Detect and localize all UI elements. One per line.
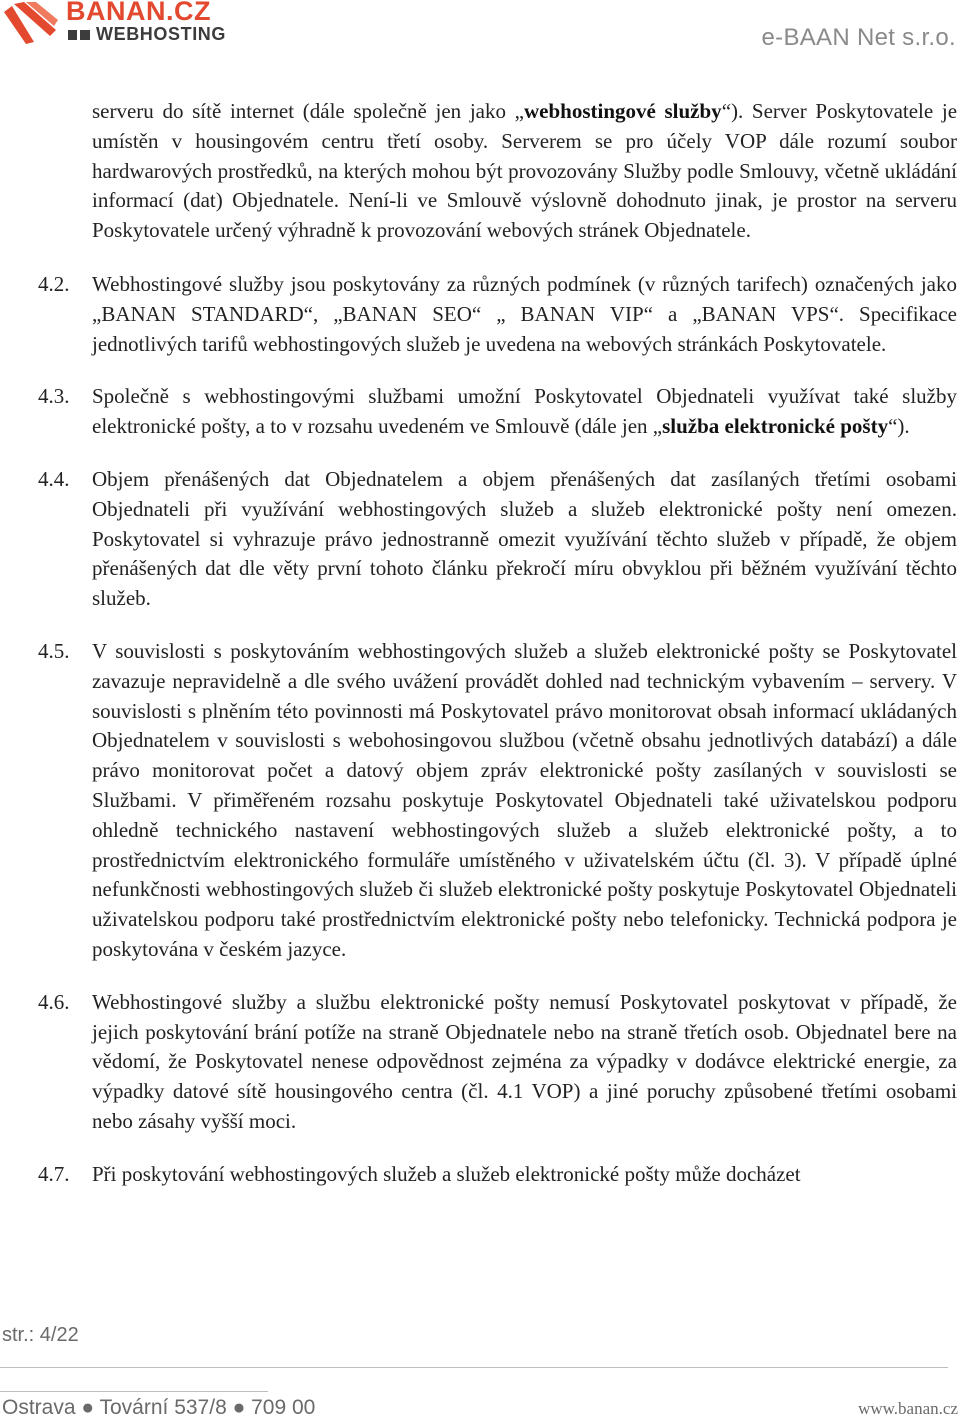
logo-subtitle-text: WEBHOSTING [96,24,226,44]
paragraph-text: Webhostingové služby jsou poskytovány za různých podmínek (v různých tarifech) označených jako „BANAN STANDARD“, „BANAN SEO“ „ BANAN VIP“ a „BANAN VPS“. Specifikace jednotlivých tarifů webhostingových služeb je uvedena na webových stránkách Poskytovatele. [92,271,957,356]
paragraph-number: 4.7. [38,1161,70,1186]
paragraph-text: Při poskytování webhostingových služeb a služeb elektronické pošty může docházet [92,1161,801,1186]
paragraph-number: 4.2. [38,271,70,296]
paragraph [0,270,960,359]
paragraph [0,988,960,1137]
paragraph-text: Webhostingové služby a službu elektronické pošty nemusí Poskytovatel poskytovat v případě, že jejich poskytování brání potíže na straně Objednatele nebo na straně třetích osob. Objednatel bere na vědomí, že Poskytovatel nenese odpovědnost zejména za výpadky v dodávce elektrické energie, za výpadky datové sítě housingového centra (čl. 4.1 VOP) a jiné poruchy způsobené třetími osobami nebo zásahy vyšší moci. [92,989,957,1133]
footer-divider [0,1367,948,1368]
logo-title: BANAN.CZ [66,0,211,26]
paragraph [0,97,960,246]
company-name: e-BAAN Net s.r.o. [761,24,956,51]
logo-subtitle [68,24,226,45]
paragraph-number: 4.5. [38,638,70,663]
paragraph-text: Společně s webhostingovými službami umožní Poskytovatel Objednateli využívat také služby elektronické pošty, a to v rozsahu uvedeném ve Smlouvě (dále jen „služba elektronické pošty“). [92,384,957,439]
paragraph-text: V souvislosti s poskytováním webhostingových služeb a služeb elektronické pošty se Poskytovatel zavazuje nepravidelně a dle svého uvážení provádět dohled nad technickým vybavením – servery. V souvislosti s plněním této povinnosti má Poskytovatel právo monitorovat obsah informací ukládaných Objednatelem v souvislosti s webohosingovou službou (včetně obsahu jednotlivých databází) a dále právo monitorovat počet a datový objem zpráv elektronické pošty zasílaných v souvislosti se Službami. V přiměřeném rozsahu poskytuje Poskytovatel Objednateli také uživatelskou podporu ohledně technického nastavení webhostingových služeb a služeb elektronické pošty, a to prostřednictvím elektronického formuláře umístěného v uživatelském účtu (čl. 3). V případě úplné nefunkčnosti webhostingových služeb či služeb elektronické pošty poskytuje Poskytovatel Objednateli uživatelskou podporu také prostřednictvím elektronické pošty nebo telefonicky. Technická podpora je poskytována v českém jazyce. [92,638,957,961]
paragraph [0,637,960,965]
paragraph [0,1160,960,1190]
banan-logo [4,0,244,48]
paragraph [0,465,960,614]
paragraph-text: Objem přenášených dat Objednatelem a objem přenášených dat zasílaných třetími osobami Objednateli při využívání webhostingových služeb a služeb elektronické pošty není omezen. Poskytovatel si vyhrazuje právo jednostranně omezit využívání těchto služeb v případě, že objem přenášených dat dle věty první tohoto článku překročí míru obvyklou při běžném využívání těchto služeb. [92,466,957,611]
footer-website: www.banan.cz [858,1399,958,1418]
footer-address: Ostrava ● Tovární 537/8 ● 709 00 [2,1396,316,1419]
paragraph-number: 4.3. [38,384,70,409]
document-body [0,97,960,1213]
banan-logo-icon [4,2,60,44]
paragraph [0,382,960,442]
logo-squares-icon [68,30,90,40]
page-number: str.: 4/22 [2,1324,79,1346]
paragraph-number: 4.6. [38,989,70,1014]
footer-divider-short [0,1391,268,1392]
paragraph-number: 4.4. [38,466,70,491]
paragraph-text: serveru do sítě internet (dále společně jen jako „webhostingové služby“). Server Poskytovatele je umístěn v housingovém centru třetí osoby. Serverem se pro účely VOP dále rozumí soubor hardwarových prostředků, na kterých mohou být provozovány Služby podle Smlouvy, včetně ukládání informací (dat) Objednatele. Není-li ve Smlouvě výslovně dohodnuto jinak, je prostor na serveru Poskytovatele určený výhradně k provozování webových stránek Objednatele. [92,99,958,243]
